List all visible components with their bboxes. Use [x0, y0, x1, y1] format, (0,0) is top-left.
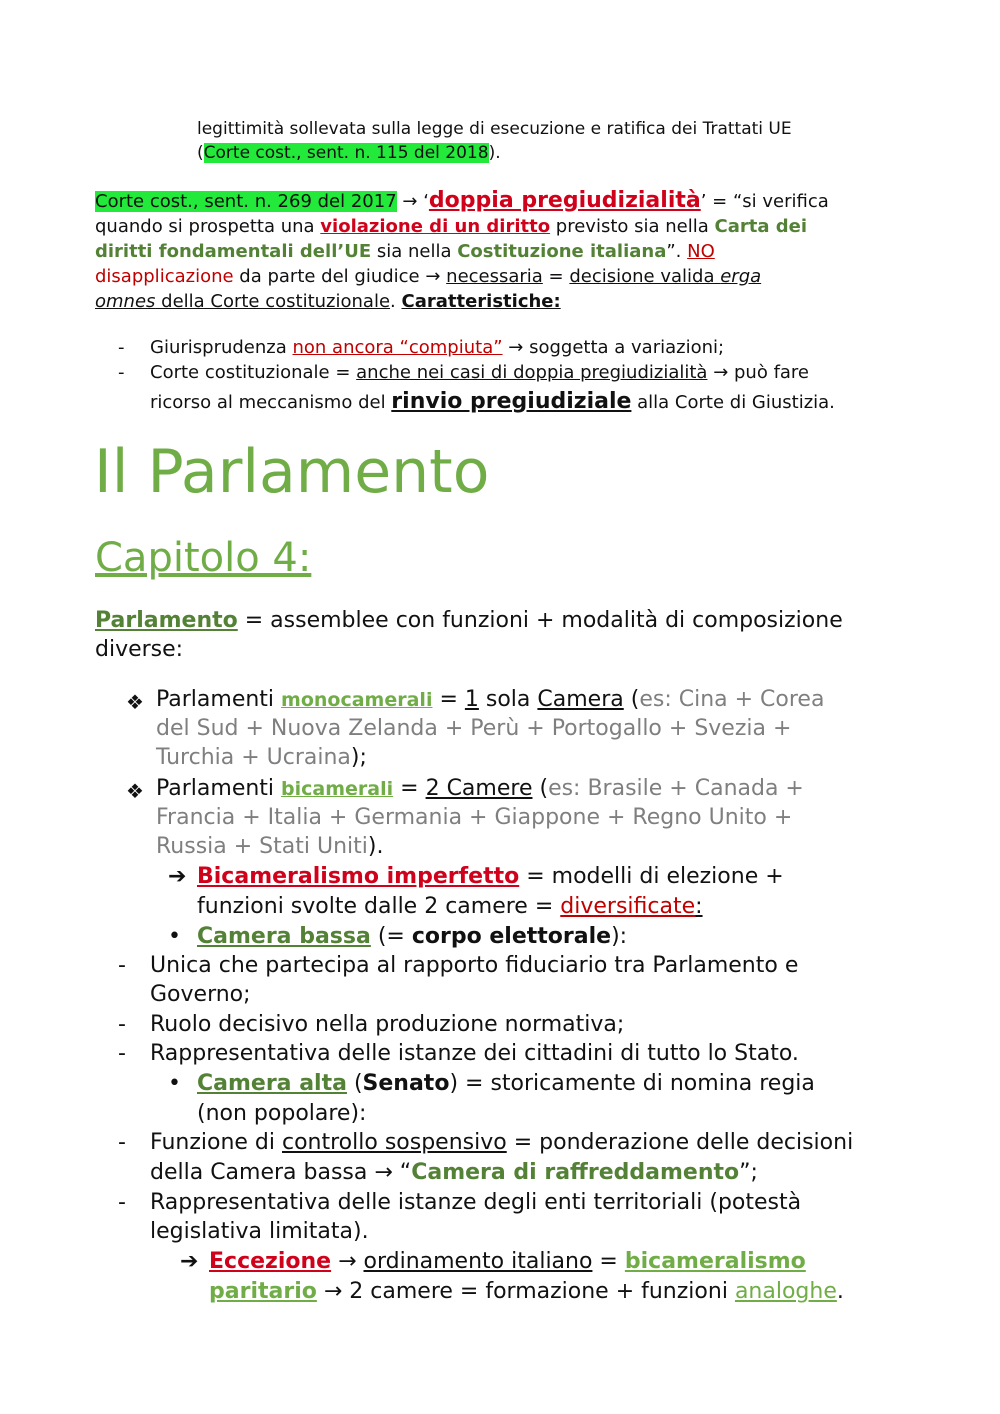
parlamento-definition: Parlamento = assemblee con funzioni + modalità di composizione — [95, 608, 843, 633]
intro-line-1: legittimità sollevata sulla legge di esecuzione e ratifica dei Trattati UE — [197, 119, 792, 139]
term-doppia-pregiudizialita: doppia pregiudizialità — [428, 188, 701, 213]
list-dash: - — [118, 362, 125, 383]
list-item: Unica che partecipa al rapporto fiduciario tra Parlamento e — [150, 953, 799, 978]
list-dash: - — [118, 1190, 126, 1215]
arrow-bullet: ➔ — [180, 1249, 199, 1274]
caratteristiche-label: Caratteristiche: — [401, 291, 561, 312]
list-item-monocamerali: Parlamenti monocamerali = 1 sola Camera (es: Cina + Corea — [156, 687, 825, 712]
camera-bassa: Camera bassa (= corpo elettorale): — [197, 924, 628, 949]
camera-alta: Camera alta (Senato) = storicamente di nomina regia — [197, 1071, 815, 1096]
list-dash: - — [118, 1041, 126, 1066]
list-item-continued: paritario → 2 camere = formazione + funzioni analoghe. — [209, 1279, 844, 1304]
document-page: legittimità sollevata sulla legge di esecuzione e ratifica dei Trattati UE (Corte cost., sent. n. 115 del 2018). Corte cost., sent. n. 269 del 2017 → ‘doppia pregiudizialità’ = “si verifica quando si prospetta una violazione di un diritto previsto sia nella Carta dei diritti fondamentali dell’UE sia nella Costituzione italiana”. NO disapplicazione da parte del giudice → necessaria = decisione valida erga omnes della Corte costituzionale. Caratteristiche: - Giurisprudenza non ancora “compiuta” → soggetta a variazioni; - Corte costituzionale = anche nei casi di doppia pregiudizialità → può fare ricorso al meccanismo del rinvio pregiudiziale alla Corte di Giustizia. Il Parlamento Capitolo 4: Parlamento = assemblee con funzioni + modalità di composizione diverse: ❖ Parlamenti monocamerali = 1 sola Camera (es: Cina + Corea del Sud + Nuova Zelanda + Perù + Portogallo + Svezia + Turchia + Ucraina); ❖ Parlamenti bicamerali = 2 Camere (es: Brasile + Canada + Francia + Italia + Germania + Giappone + Regno Unito + Russia + Stati Uniti). ➔ Bicameralismo imperfetto = modelli di elezione + funzioni svolte dalle 2 camere = diversificate: • Camera bassa (= corpo elettorale): - Unica che partecipa al rapporto fiduciario tra Parlamento e Governo; - Ruolo decisivo nella produzione normativa; - Rappresentativa delle istanze dei cittadini di tutto lo Stato. • Camera alta (Senato) = storicamente di nomina regia (non popolare): - Funzione di controllo sospensivo = ponderazione delle decisioni della Camera bassa → “Camera di raffreddamento”; - Rappresentativa delle istanze degli enti territoriali (potestà legislativa limitata). ➔ Eccezione → ordinamento italiano = bicameralismo paritario → 2 camere = formazione + funzioni analoghe. — [94, 119, 854, 1304]
page-title: Il Parlamento — [94, 437, 490, 507]
list-item: Corte costituzionale = anche nei casi di doppia pregiudizialità → può fare — [150, 362, 810, 383]
diamond-bullet: ❖ — [126, 779, 144, 803]
list-item: Ruolo decisivo nella produzione normativa; — [150, 1012, 625, 1037]
list-item-continued: ricorso al meccanismo del rinvio pregiudiziale alla Corte di Giustizia. — [150, 389, 835, 414]
list-item-continued: del Sud + Nuova Zelanda + Perù + Portogallo + Svezia + — [156, 716, 792, 741]
bicameralismo-imperfetto: Bicameralismo imperfetto = modelli di elezione + — [197, 864, 784, 889]
diamond-bullet: ❖ — [126, 690, 144, 714]
list-item-continued: legislativa limitata). — [150, 1219, 369, 1244]
list-item: Rappresentativa delle istanze dei cittadini di tutto lo Stato. — [150, 1041, 799, 1066]
arrow-bullet: ➔ — [168, 864, 187, 889]
list-item-bicamerali: Parlamenti bicamerali = 2 Camere (es: Brasile + Canada + — [156, 776, 804, 801]
list-item: Funzione di controllo sospensivo = ponderazione delle decisioni — [150, 1130, 854, 1155]
list-item: Rappresentativa delle istanze degli enti territoriali (potestà — [150, 1190, 802, 1215]
list-item-continued: funzioni svolte dalle 2 camere = diversificate: — [197, 894, 703, 919]
list-item: Giurisprudenza non ancora “compiuta” → soggetta a variazioni; — [150, 337, 725, 358]
list-item-continued: della Camera bassa → “Camera di raffreddamento”; — [150, 1160, 758, 1185]
list-item-continued: Francia + Italia + Germania + Giappone + Regno Unito + — [156, 805, 793, 830]
citation-highlight: Corte cost., sent. n. 269 del 2017 — [95, 191, 397, 212]
chapter-heading: Capitolo 4: — [95, 535, 312, 581]
intro-line-2: (Corte cost., sent. n. 115 del 2018). — [197, 143, 501, 163]
citation-highlight: Corte cost., sent. n. 115 del 2018 — [203, 143, 489, 163]
list-item-continued: Turchia + Ucraina); — [156, 745, 367, 770]
parlamento-definition-cont: diverse: — [95, 637, 184, 662]
dot-bullet: • — [168, 1071, 181, 1096]
list-item-continued: (non popolare): — [197, 1101, 367, 1126]
list-item-continued: Russia + Stati Uniti). — [156, 834, 384, 859]
list-dash: - — [118, 337, 125, 358]
list-dash: - — [118, 1130, 126, 1155]
dot-bullet: • — [168, 924, 181, 949]
list-dash: - — [118, 1012, 126, 1037]
eccezione: Eccezione → ordinamento italiano = bicameralismo — [209, 1249, 806, 1274]
list-item-continued: Governo; — [150, 982, 251, 1007]
list-dash: - — [118, 953, 126, 978]
